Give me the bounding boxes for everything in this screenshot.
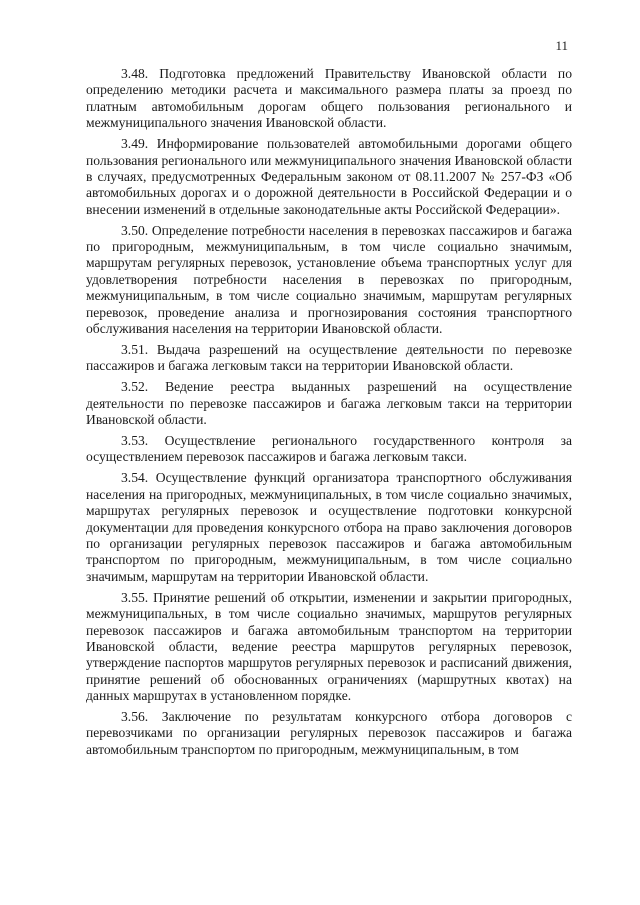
paragraph-3-52: 3.52. Ведение реестра выданных разрешений на осуществление деятельности по перевозке пассажиров и багажа легковым такси на территории Ивановской области. (86, 379, 572, 428)
paragraph-3-55: 3.55. Принятие решений об открытии, изменении и закрытии пригородных, межмуниципальных, в том числе социально значимых, маршрутов регулярных перевозок пассажиров и багажа автомобильным транспортом на территории Ивановской области, ведение реестра маршрутов регулярных перевозок, утверждение паспортов маршрутов регулярных перевозок и расписаний движения, принятие решений об обоснованных ограничениях (маршрутных квотах) на данных маршрутах в установленном порядке. (86, 589, 572, 704)
paragraph-3-49: 3.49. Информирование пользователей автомобильными дорогами общего пользования регионального или межмуниципального значения Ивановской области в случаях, предусмотренных Федеральным законом от 08.11.2007 № 257-ФЗ «Об автомобильных дорогах и о дорожной деятельности в Российской Федерации и о внесении изменений в отдельные законодательные акты Российской Федерации». (86, 136, 572, 217)
document-body (86, 66, 572, 763)
paragraph-3-56: 3.56. Заключение по результатам конкурсного отбора договоров с перевозчиками по организации регулярных перевозок пассажиров и багажа автомобильным транспортом по пригородным, межмуниципальным, в том (86, 709, 572, 757)
paragraph-3-54: 3.54. Осуществление функций организатора транспортного обслуживания населения на пригородных, межмуниципальных, в том числе социально значимых, маршрутах регулярных перевозок и осуществление подготовки конкурсной документации для проведения конкурсного отбора на право заключения договоров по организации регулярных перевозок пассажиров и багажа автомобильным транспортом по пригородным, межмуниципальным, в том числе социально значимым, маршрутам на территории Ивановской области. (86, 470, 572, 584)
paragraph-3-48: 3.48. Подготовка предложений Правительству Ивановской области по определению методики расчета и максимального размера платы за проезд по платным автомобильным дорогам общего пользования регионального и межмуниципального значения Ивановской области. (86, 66, 572, 131)
paragraph-3-53: 3.53. Осуществление регионального государственного контроля за осуществлением перевозок пассажиров и багажа легковым такси. (86, 433, 572, 465)
paragraph-3-51: 3.51. Выдача разрешений на осуществление деятельности по перевозке пассажиров и багажа легковым такси на территории Ивановской области. (86, 342, 572, 374)
page-number: 11 (555, 38, 568, 53)
paragraph-3-50: 3.50. Определение потребности населения в перевозках пассажиров и багажа по пригородным, межмуниципальным, в том числе социально значимым, маршрутам регулярных перевозок, установление объема транспортных услуг для удовлетворения потребности населения в перевозках по пригородным, межмуниципальным, в том числе социально значимым, маршрутам регулярных перевозок, проведение анализа и прогнозирования состояния транспортного обслуживания населения на территории Ивановской области. (86, 222, 572, 337)
